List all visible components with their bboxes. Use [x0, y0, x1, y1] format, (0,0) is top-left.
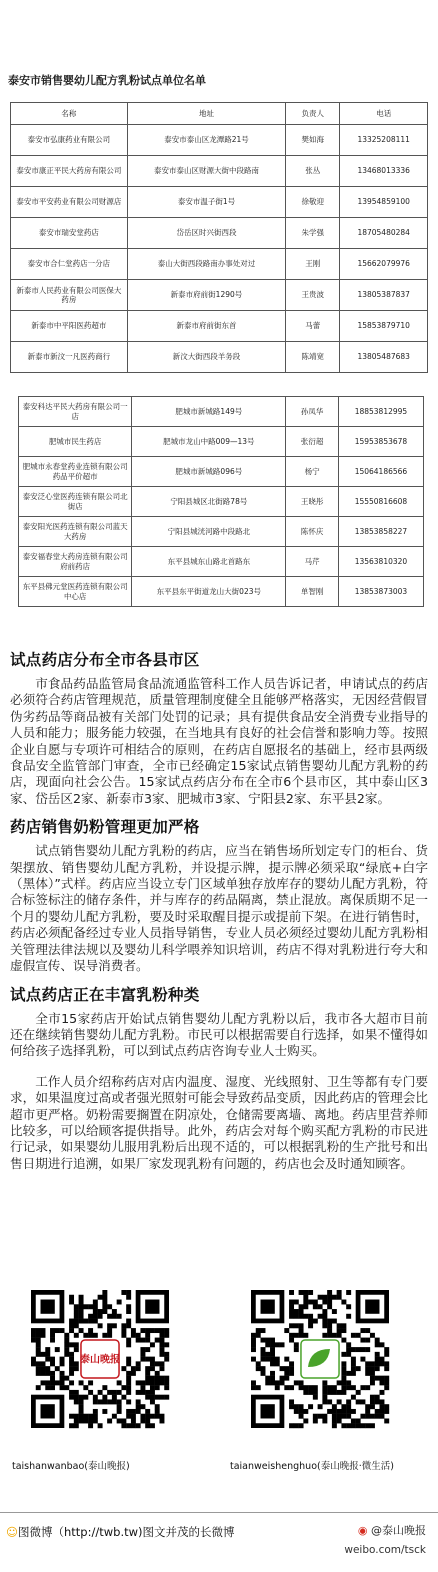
- pharmacy-name-cell: 新泰市新汶一凡医药商行: [11, 342, 128, 373]
- pharmacy-name-cell: 泰安福春堂大药房连锁有限公司府前药店: [19, 547, 132, 577]
- table-header-cell: 负责人: [286, 103, 340, 125]
- footer-promo[interactable]: [6, 1524, 235, 1540]
- table-row: [11, 187, 428, 218]
- address-cell: 宁阳县城洸河路中段路北: [132, 517, 286, 547]
- phone-cell: 13468013336: [340, 156, 428, 187]
- table-title: 泰安市销售婴幼儿配方乳粉试点单位名单: [8, 74, 206, 87]
- contact-person-cell: 单智刚: [286, 577, 339, 607]
- qr-caption: taishanwanbao(泰山晚报): [12, 1461, 130, 1472]
- qr-code-graphic: [12, 1290, 188, 1450]
- table-header-cell: 电话: [340, 103, 428, 125]
- smiley-icon: ☺: [6, 1525, 18, 1539]
- weibo-icon: ◉: [357, 1524, 368, 1537]
- svg-text:泰山晚报: 泰山晚报: [80, 1354, 120, 1366]
- phone-cell: 15064186566: [338, 457, 423, 487]
- address-cell: 肥城市龙山中路009—13号: [132, 427, 286, 457]
- phone-cell: 15550816608: [338, 487, 423, 517]
- paragraph: 全市15家药店开始试点销售婴幼儿配方乳粉以后，我市各大超市目前还在继续销售婴幼儿配方乳粉。市民可以根据需要自行选择，如果不懂得如何给孩子选择乳粉，可以到试点药店咨询专业人士购买。: [10, 1010, 428, 1059]
- address-cell: 泰安市泰山区财源大街中段路南: [127, 156, 285, 187]
- pharmacy-name-cell: 泰安市弘康药业有限公司: [11, 125, 128, 156]
- paragraph: 试点销售婴幼儿配方乳粉的药店，应当在销售场所划定专门的柜台、货架摆放、销售婴幼儿配方乳粉，并设提示牌，提示牌必须采取“绿底+白字（黑体）”式样。药店应当设立专门区域单独存放库存的婴幼儿配方乳粉，符合标签标注的储存条件，并与库存的药品隔离，禁止混放。离保质期不足一个月的婴幼儿配方乳粉，要及时采取醒目提示或提前下架。在进行销售时，药店必须配备经过专业人员指导销售，专业人员必须经过婴幼儿配方乳粉相关管理法律法规以及婴幼儿科学喂养知识培训，药店不得对乳粉进行夸大和虚假宣传、误导消费者。: [10, 843, 428, 974]
- table-row: [19, 487, 424, 517]
- address-cell: 新泰市府前街1290号: [127, 280, 285, 311]
- pharmacy-name-cell: 肥城市永春堂药业连锁有限公司药品平价超市: [19, 457, 132, 487]
- table-header-row: [11, 103, 428, 125]
- phone-cell: 13853873003: [338, 577, 423, 607]
- qr-code-row: [0, 1290, 438, 1472]
- article-body: [0, 640, 438, 1172]
- table-row: [19, 397, 424, 427]
- table-row: [19, 427, 424, 457]
- address-cell: 泰安市泰山区龙潭路21号: [127, 125, 285, 156]
- table-row: [11, 249, 428, 280]
- footer: [0, 1520, 438, 1572]
- article-section-1: [8, 648, 430, 807]
- pharmacy-name-cell: 泰安阳光医药连锁有限公司蓝天大药房: [19, 517, 132, 547]
- phone-cell: 13853858227: [338, 517, 423, 547]
- phone-cell: 13954859100: [340, 187, 428, 218]
- contact-person-cell: 徐敬迎: [286, 187, 340, 218]
- footer-divider: [0, 1512, 438, 1513]
- table-row: [11, 342, 428, 373]
- phone-cell: 15853879710: [340, 311, 428, 342]
- table-row: [11, 125, 428, 156]
- address-cell: 新泰市府前街东首: [127, 311, 285, 342]
- address-cell: 东平县东平街道龙山大街023号: [132, 577, 286, 607]
- phone-cell: 15953853678: [338, 427, 423, 457]
- weibo-handle: @泰山晚报: [371, 1524, 426, 1537]
- qr-code-graphic: [232, 1290, 408, 1450]
- table-row: [11, 280, 428, 311]
- contact-person-cell: 王刚: [286, 249, 340, 280]
- paragraph: 工作人员介绍称药店对店内温度、湿度、光线照射、卫生等都有专门要求，如果温度过高或者强光照射可能会导致药品变质，因此药店的管理会比超市更严格。奶粉需要搁置在阴凉处，仓储需要离墙、离地。药店里营养师比较多，可以给顾客提供指导。此外，药店会对每个购买配方乳粉的市民进行记录，如果婴幼儿服用乳粉后出现不适的，可以根据乳粉的生产批号和出售日期进行追溯，如果厂家发现乳粉有问题的，药店也会及时通知顾客。: [10, 1073, 428, 1171]
- pharmacy-list-image: [0, 54, 438, 614]
- pharmacy-table-part-1: [10, 102, 428, 373]
- pharmacy-name-cell: 新泰市人民药业有限公司医保大药房: [11, 280, 128, 311]
- footer-promo-text: 图微博（http://twb.tw)图文并茂的长微博: [18, 1525, 235, 1539]
- contact-person-cell: 陈怀庆: [286, 517, 339, 547]
- contact-person-cell: 朱学强: [286, 218, 340, 249]
- section-heading: 试点药店分布全市各县市区: [10, 651, 200, 669]
- contact-person-cell: 张衍超: [286, 427, 339, 457]
- section-heading: 试点药店正在丰富乳粉种类: [10, 985, 200, 1004]
- address-cell: 新汶大街西段羊务段: [127, 342, 285, 373]
- pharmacy-name-cell: 肥城市民生药店: [19, 427, 132, 457]
- article-section-3: [8, 983, 430, 1173]
- pharmacy-name-cell: 新泰市中平阳医药超市: [11, 311, 128, 342]
- phone-cell: 13563810320: [338, 547, 423, 577]
- section-heading: 药店销售奶粉管理更加严格: [10, 818, 200, 837]
- qr-code-taishanwanbao[interactable]: [12, 1290, 188, 1428]
- contact-person-cell: 陈靖宽: [286, 342, 340, 373]
- weibo-watermark: [344, 1522, 426, 1556]
- address-cell: 肥城市新城路096号: [132, 457, 286, 487]
- contact-person-cell: 杨宁: [286, 457, 339, 487]
- table-row: [19, 547, 424, 577]
- contact-person-cell: 樊如海: [286, 125, 340, 156]
- pharmacy-table-part-2: [18, 396, 424, 607]
- pharmacy-name-cell: 泰安科达平民大药房有限公司一店: [19, 397, 132, 427]
- table-row: [11, 156, 428, 187]
- pharmacy-name-cell: 泰安市平安药业有限公司财源店: [11, 187, 128, 218]
- phone-cell: 13805387837: [340, 280, 428, 311]
- contact-person-cell: 张丛: [286, 156, 340, 187]
- table-header-cell: 地址: [127, 103, 285, 125]
- address-cell: 泰安市温子街1号: [127, 187, 285, 218]
- pharmacy-name-cell: 东平县佛元堂医药连锁有限公司中心店: [19, 577, 132, 607]
- paragraph: 市食品药品监管局食品流通监管科工作人员告诉记者，申请试点的药店必须符合药店管理规范，质量管理制度健全且能够严格落实，无因经营假冒伪劣药品等商品被有关部门处罚的记录；具有提供食品安全消费专业指导的人员和能力；服务能力较强，在当地具有良好的社会信誉和影响力等。按照企业自愿与专项许可相结合的原则，在药店自愿报名的基础上，经市县两级食品安全监管部门审查，全市已经确定15家试点销售婴幼儿配方乳粉的药店，现面向社会公告。15家试点药店分布在全市6个县市区，其中泰山区3家、岱岳区2家、新泰市3家、肥城市3家、宁阳县2家、东平县2家。: [10, 676, 428, 806]
- phone-cell: 18853812995: [338, 397, 423, 427]
- address-cell: 肥城市新城路149号: [132, 397, 286, 427]
- address-cell: 宁阳县城区北街路78号: [132, 487, 286, 517]
- phone-cell: 15662079976: [340, 249, 428, 280]
- table-header-cell: 名称: [11, 103, 128, 125]
- pharmacy-name-cell: 泰安泛心堂医药连锁有限公司北街店: [19, 487, 132, 517]
- table-row: [11, 218, 428, 249]
- phone-cell: 13805487683: [340, 342, 428, 373]
- table-row: [11, 311, 428, 342]
- qr-code-taianweishenghuo[interactable]: [232, 1290, 408, 1428]
- contact-person-cell: 王晓彤: [286, 487, 339, 517]
- weibo-url: weibo.com/tsck: [344, 1544, 426, 1556]
- pharmacy-name-cell: 泰安市瑞安堂药店: [11, 218, 128, 249]
- table-row: [19, 457, 424, 487]
- phone-cell: 18705480284: [340, 218, 428, 249]
- address-cell: 泰山大街西段路南办事处对过: [127, 249, 285, 280]
- contact-person-cell: 马蕾: [286, 311, 340, 342]
- contact-person-cell: 孙凤华: [286, 397, 339, 427]
- qr-caption: taianweishenghuo(泰山晚报·微生活): [230, 1461, 394, 1472]
- article-section-2: [8, 815, 430, 974]
- address-cell: 东平县城东山路北首路东: [132, 547, 286, 577]
- phone-cell: 13325208111: [340, 125, 428, 156]
- table-row: [19, 577, 424, 607]
- address-cell: 岱岳区时兴街西段: [127, 218, 285, 249]
- pharmacy-name-cell: 泰安市康正平民大药房有限公司: [11, 156, 128, 187]
- pharmacy-name-cell: 泰安市合仁堂药店一分店: [11, 249, 128, 280]
- contact-person-cell: 马芹: [286, 547, 339, 577]
- contact-person-cell: 王贵波: [286, 280, 340, 311]
- table-row: [19, 517, 424, 547]
